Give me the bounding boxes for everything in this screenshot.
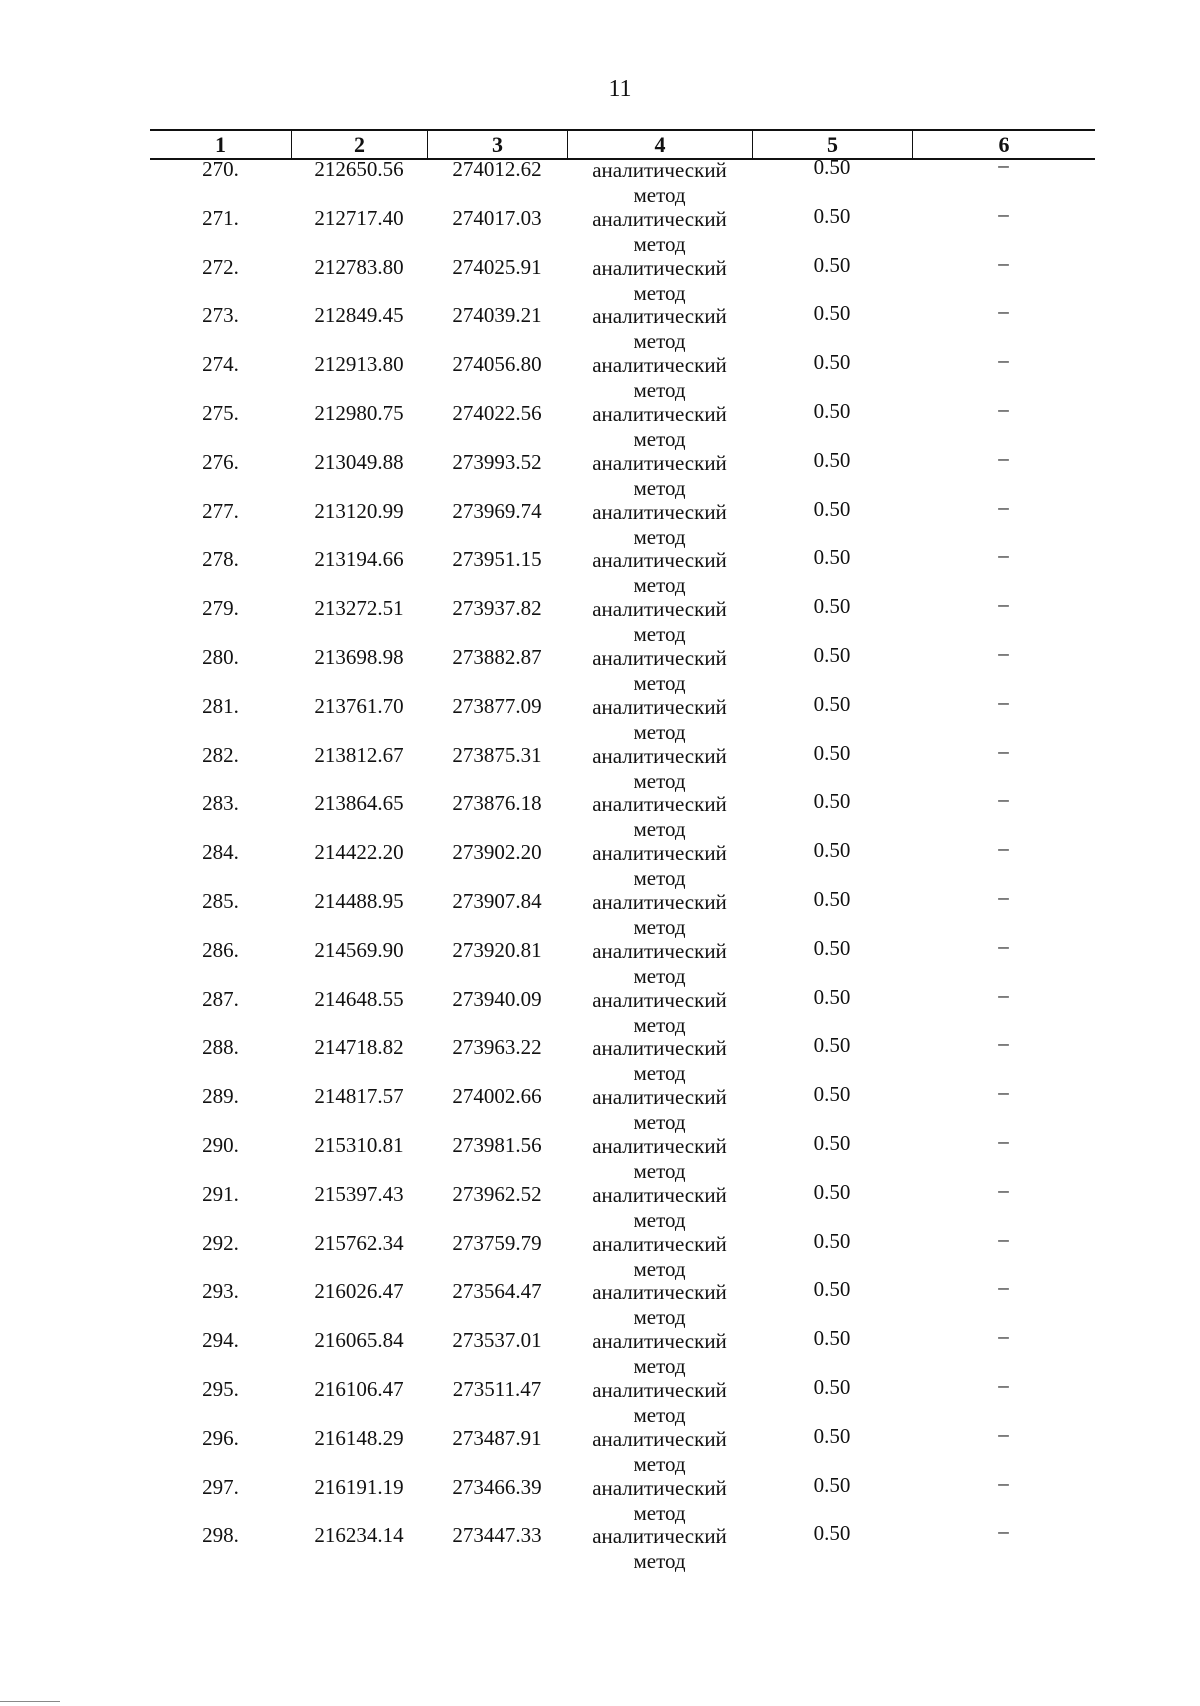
coordinate-x: 215310.81 xyxy=(314,1132,404,1157)
coordinate-y: 273940.09 xyxy=(452,986,542,1011)
accuracy-value: 0.50 xyxy=(813,1277,851,1302)
note-dash: – xyxy=(998,738,1009,763)
coordinate-x: 214569.90 xyxy=(314,937,404,962)
row-number: 281. xyxy=(202,693,239,718)
method-word-1: аналитический xyxy=(592,645,727,670)
note-dash: – xyxy=(998,1177,1009,1202)
method-cell xyxy=(567,1134,752,1184)
accuracy-value: 0.50 xyxy=(813,935,851,960)
row-number: 285. xyxy=(202,888,239,913)
table-body xyxy=(150,153,1095,1574)
method-word-1: аналитический xyxy=(592,1377,727,1402)
coordinate-x: 214488.95 xyxy=(314,888,404,913)
note-dash: – xyxy=(998,1372,1009,1397)
column-header-1: 1 xyxy=(215,132,226,157)
column-header-6: 6 xyxy=(912,131,1095,158)
method-word-1: аналитический xyxy=(592,743,727,768)
method-word-1: аналитический xyxy=(592,1133,727,1158)
table-row xyxy=(150,787,1095,842)
table-row xyxy=(150,982,1095,1037)
coordinate-x: 216026.47 xyxy=(314,1279,404,1304)
row-number: 272. xyxy=(202,254,239,279)
method-word-2: метод xyxy=(633,1256,686,1281)
row-number: 288. xyxy=(202,1035,239,1060)
row-number: 280. xyxy=(202,644,239,669)
row-number: 294. xyxy=(202,1328,239,1353)
accuracy-value: 0.50 xyxy=(813,1033,851,1058)
method-word-2: метод xyxy=(633,1402,686,1427)
coordinate-x: 214422.20 xyxy=(314,840,404,865)
method-cell xyxy=(567,988,752,1038)
coordinate-x: 215397.43 xyxy=(314,1181,404,1206)
note-dash: – xyxy=(998,787,1009,812)
coordinate-y: 273882.87 xyxy=(452,644,542,669)
method-cell xyxy=(567,1476,752,1526)
row-number: 295. xyxy=(202,1376,239,1401)
row-number: 297. xyxy=(202,1474,239,1499)
accuracy-value: 0.50 xyxy=(813,252,851,277)
coordinate-y: 273511.47 xyxy=(452,1376,542,1401)
row-number: 296. xyxy=(202,1425,239,1450)
note-dash: – xyxy=(998,445,1009,470)
table-row xyxy=(150,396,1095,451)
coordinate-y: 273902.20 xyxy=(452,840,542,865)
coordinate-x: 215762.34 xyxy=(314,1230,404,1255)
coordinate-x: 213864.65 xyxy=(314,791,404,816)
note-dash: – xyxy=(998,1128,1009,1153)
note-dash: – xyxy=(998,299,1009,324)
table-row xyxy=(150,1031,1095,1086)
accuracy-value: 0.50 xyxy=(813,1423,851,1448)
accuracy-value: 0.50 xyxy=(813,496,851,521)
coordinate-y: 273907.84 xyxy=(452,888,542,913)
method-word-2: метод xyxy=(633,426,686,451)
accuracy-value: 0.50 xyxy=(813,1521,851,1546)
table-row xyxy=(150,592,1095,647)
note-dash: – xyxy=(998,1421,1009,1446)
coordinate-x: 214718.82 xyxy=(314,1035,404,1060)
note-dash: – xyxy=(998,396,1009,421)
coordinate-x: 216148.29 xyxy=(314,1425,404,1450)
row-number: 275. xyxy=(202,400,239,425)
coordinate-x: 213698.98 xyxy=(314,644,404,669)
table-row xyxy=(150,836,1095,891)
method-word-1: аналитический xyxy=(592,841,727,866)
method-word-2: метод xyxy=(633,1012,686,1037)
accuracy-value: 0.50 xyxy=(813,642,851,667)
method-word-1: аналитический xyxy=(592,1280,727,1305)
table-row xyxy=(150,689,1095,744)
method-cell xyxy=(567,597,752,647)
note-dash: – xyxy=(998,689,1009,714)
row-number: 279. xyxy=(202,596,239,621)
method-word-1: аналитический xyxy=(592,889,727,914)
method-cell xyxy=(567,451,752,501)
coordinate-x: 212980.75 xyxy=(314,400,404,425)
table-row xyxy=(150,1177,1095,1232)
accuracy-value: 0.50 xyxy=(813,545,851,570)
row-number: 298. xyxy=(202,1523,239,1548)
coordinate-y: 274017.03 xyxy=(452,205,542,230)
method-word-2: метод xyxy=(633,1305,686,1330)
coordinate-y: 273875.31 xyxy=(452,742,542,767)
table-row xyxy=(150,543,1095,598)
method-word-2: метод xyxy=(633,670,686,695)
method-word-2: метод xyxy=(633,914,686,939)
method-cell xyxy=(567,792,752,842)
row-number: 274. xyxy=(202,352,239,377)
row-number: 287. xyxy=(202,986,239,1011)
row-number: 286. xyxy=(202,937,239,962)
method-word-2: метод xyxy=(633,1207,686,1232)
coordinate-y: 273466.39 xyxy=(452,1474,542,1499)
table-row xyxy=(150,494,1095,549)
method-word-2: метод xyxy=(633,622,686,647)
coordinate-y: 274022.56 xyxy=(452,400,542,425)
coordinate-y: 273969.74 xyxy=(452,498,542,523)
table-row xyxy=(150,445,1095,500)
accuracy-value: 0.50 xyxy=(813,1472,851,1497)
method-word-1: аналитический xyxy=(592,499,727,524)
method-word-1: аналитический xyxy=(592,450,727,475)
coordinate-x: 212717.40 xyxy=(314,205,404,230)
method-cell xyxy=(567,1378,752,1428)
method-word-1: аналитический xyxy=(592,548,727,573)
method-cell xyxy=(567,207,752,257)
method-word-1: аналитический xyxy=(592,353,727,378)
table-row xyxy=(150,299,1095,354)
method-word-2: метод xyxy=(633,1354,686,1379)
page-number: 11 xyxy=(608,76,632,102)
table-row xyxy=(150,348,1095,403)
method-word-1: аналитический xyxy=(592,1231,727,1256)
accuracy-value: 0.50 xyxy=(813,691,851,716)
method-word-2: метод xyxy=(633,1061,686,1086)
table-row xyxy=(150,250,1095,305)
row-number: 270. xyxy=(202,157,239,181)
coordinate-y: 273537.01 xyxy=(452,1328,542,1353)
method-word-2: метод xyxy=(633,1451,686,1476)
row-number: 283. xyxy=(202,791,239,816)
method-word-2: метод xyxy=(633,280,686,305)
method-word-1: аналитический xyxy=(592,1085,727,1110)
table-row xyxy=(150,884,1095,939)
accuracy-value: 0.50 xyxy=(813,838,851,863)
note-dash: – xyxy=(998,836,1009,861)
coordinate-x: 213812.67 xyxy=(314,742,404,767)
note-dash: – xyxy=(998,933,1009,958)
method-word-1: аналитический xyxy=(592,694,727,719)
method-cell xyxy=(567,1036,752,1086)
note-dash: – xyxy=(998,1519,1009,1544)
coordinate-x: 214817.57 xyxy=(314,1084,404,1109)
method-cell xyxy=(567,1329,752,1379)
note-dash: – xyxy=(998,640,1009,665)
method-word-2: метод xyxy=(633,719,686,744)
method-cell xyxy=(567,1524,752,1574)
coordinate-y: 273963.22 xyxy=(452,1035,542,1060)
note-dash: – xyxy=(998,1031,1009,1056)
method-word-1: аналитический xyxy=(592,255,727,280)
method-cell xyxy=(567,256,752,306)
note-dash: – xyxy=(998,1275,1009,1300)
method-word-2: метод xyxy=(633,866,686,891)
coordinate-y: 274025.91 xyxy=(452,254,542,279)
row-number: 282. xyxy=(202,742,239,767)
accuracy-value: 0.50 xyxy=(813,301,851,326)
row-number: 284. xyxy=(202,840,239,865)
accuracy-value: 0.50 xyxy=(813,447,851,472)
column-header-4: 4 xyxy=(567,131,752,158)
method-cell xyxy=(567,1427,752,1477)
method-cell xyxy=(567,1183,752,1233)
accuracy-value: 0.50 xyxy=(813,1130,851,1155)
method-cell xyxy=(567,548,752,598)
coordinate-x: 213049.88 xyxy=(314,449,404,474)
coordinate-x: 216065.84 xyxy=(314,1328,404,1353)
method-word-1: аналитический xyxy=(592,1426,727,1451)
accuracy-value: 0.50 xyxy=(813,789,851,814)
accuracy-value: 0.50 xyxy=(813,155,851,179)
table-row xyxy=(150,1519,1095,1574)
coordinate-x: 214648.55 xyxy=(314,986,404,1011)
coordinate-x: 212849.45 xyxy=(314,303,404,328)
method-word-2: метод xyxy=(633,817,686,842)
accuracy-value: 0.50 xyxy=(813,594,851,619)
coordinate-x: 212783.80 xyxy=(314,254,404,279)
coordinate-y: 274056.80 xyxy=(452,352,542,377)
method-cell xyxy=(567,744,752,794)
table-row xyxy=(150,1080,1095,1135)
coordinate-y: 273759.79 xyxy=(452,1230,542,1255)
method-word-1: аналитический xyxy=(592,1182,727,1207)
method-word-2: метод xyxy=(633,329,686,354)
accuracy-value: 0.50 xyxy=(813,1228,851,1253)
method-word-2: метод xyxy=(633,1158,686,1183)
method-word-2: метод xyxy=(633,1549,686,1574)
coordinate-y: 273981.56 xyxy=(452,1132,542,1157)
method-cell xyxy=(567,890,752,940)
coordinate-y: 273937.82 xyxy=(452,596,542,621)
column-header-3: 3 xyxy=(427,131,567,158)
note-dash: – xyxy=(998,1080,1009,1105)
coordinate-y: 273962.52 xyxy=(452,1181,542,1206)
accuracy-value: 0.50 xyxy=(813,886,851,911)
table-row xyxy=(150,738,1095,793)
coordinate-y: 274039.21 xyxy=(452,303,542,328)
accuracy-value: 0.50 xyxy=(813,1082,851,1107)
row-number: 273. xyxy=(202,303,239,328)
table-row xyxy=(150,933,1095,988)
method-word-1: аналитический xyxy=(592,597,727,622)
method-cell xyxy=(567,939,752,989)
note-dash: – xyxy=(998,1226,1009,1251)
coordinate-x: 216234.14 xyxy=(314,1523,404,1548)
coordinate-x: 213272.51 xyxy=(314,596,404,621)
method-word-2: метод xyxy=(633,231,686,256)
method-word-2: метод xyxy=(633,475,686,500)
note-dash: – xyxy=(998,250,1009,275)
note-dash: – xyxy=(998,153,1009,177)
coordinate-y: 273993.52 xyxy=(452,449,542,474)
coordinate-x: 213120.99 xyxy=(314,498,404,523)
table-row xyxy=(150,1372,1095,1427)
table-row xyxy=(150,640,1095,695)
row-number: 277. xyxy=(202,498,239,523)
table-row xyxy=(150,1421,1095,1476)
method-cell xyxy=(567,158,752,208)
method-word-2: метод xyxy=(633,573,686,598)
method-cell xyxy=(567,841,752,891)
coordinate-y: 273876.18 xyxy=(452,791,542,816)
column-header-5: 5 xyxy=(752,131,912,158)
method-word-1: аналитический xyxy=(592,792,727,817)
note-dash: – xyxy=(998,1470,1009,1495)
accuracy-value: 0.50 xyxy=(813,203,851,228)
note-dash: – xyxy=(998,884,1009,909)
row-number: 290. xyxy=(202,1132,239,1157)
row-number: 292. xyxy=(202,1230,239,1255)
accuracy-value: 0.50 xyxy=(813,984,851,1009)
method-cell xyxy=(567,1232,752,1282)
coordinate-x: 216106.47 xyxy=(314,1376,404,1401)
accuracy-value: 0.50 xyxy=(813,1179,851,1204)
coordinate-x: 216191.19 xyxy=(314,1474,404,1499)
note-dash: – xyxy=(998,982,1009,1007)
column-header-2: 2 xyxy=(291,131,427,158)
note-dash: – xyxy=(998,494,1009,519)
note-dash: – xyxy=(998,201,1009,226)
accuracy-value: 0.50 xyxy=(813,1374,851,1399)
row-number: 276. xyxy=(202,449,239,474)
method-word-1: аналитический xyxy=(592,304,727,329)
note-dash: – xyxy=(998,592,1009,617)
coordinate-y: 273487.91 xyxy=(452,1425,542,1450)
method-word-1: аналитический xyxy=(592,401,727,426)
method-word-2: метод xyxy=(633,183,686,207)
method-word-1: аналитический xyxy=(592,1475,727,1500)
method-cell xyxy=(567,1280,752,1330)
coordinate-y: 274002.66 xyxy=(452,1084,542,1109)
coordinate-x: 212650.56 xyxy=(314,157,404,181)
method-cell xyxy=(567,695,752,745)
note-dash: – xyxy=(998,543,1009,568)
method-cell xyxy=(567,353,752,403)
accuracy-value: 0.50 xyxy=(813,740,851,765)
method-word-1: аналитический xyxy=(592,1329,727,1354)
row-number: 289. xyxy=(202,1084,239,1109)
coordinate-x: 213761.70 xyxy=(314,693,404,718)
table-row xyxy=(150,1226,1095,1281)
row-number: 291. xyxy=(202,1181,239,1206)
accuracy-value: 0.50 xyxy=(813,1326,851,1351)
table-row xyxy=(150,153,1095,207)
method-cell xyxy=(567,646,752,696)
coordinate-y: 273951.15 xyxy=(452,547,542,572)
method-word-2: метод xyxy=(633,1110,686,1135)
row-number: 271. xyxy=(202,205,239,230)
table-row xyxy=(150,1470,1095,1525)
accuracy-value: 0.50 xyxy=(813,350,851,375)
method-cell xyxy=(567,402,752,452)
page-edge-mark xyxy=(0,1701,60,1706)
method-word-2: метод xyxy=(633,524,686,549)
method-word-2: метод xyxy=(633,378,686,403)
table-row xyxy=(150,1275,1095,1330)
method-word-1: аналитический xyxy=(592,938,727,963)
method-cell xyxy=(567,1085,752,1135)
method-word-1: аналитический xyxy=(592,1036,727,1061)
coordinate-x: 213194.66 xyxy=(314,547,404,572)
method-word-2: метод xyxy=(633,1500,686,1525)
accuracy-value: 0.50 xyxy=(813,398,851,423)
method-word-1: аналитический xyxy=(592,987,727,1012)
method-word-2: метод xyxy=(633,768,686,793)
method-word-1: аналитический xyxy=(592,158,727,182)
coordinate-y: 273920.81 xyxy=(452,937,542,962)
method-cell xyxy=(567,304,752,354)
note-dash: – xyxy=(998,1324,1009,1349)
coordinate-x: 212913.80 xyxy=(314,352,404,377)
row-number: 293. xyxy=(202,1279,239,1304)
table-row xyxy=(150,201,1095,256)
method-word-1: аналитический xyxy=(592,206,727,231)
method-word-2: метод xyxy=(633,963,686,988)
method-word-1: аналитический xyxy=(592,1524,727,1549)
coordinate-y: 273564.47 xyxy=(452,1279,542,1304)
table-row xyxy=(150,1128,1095,1183)
coordinate-y: 274012.62 xyxy=(452,157,542,181)
coordinate-y: 273877.09 xyxy=(452,693,542,718)
row-number: 278. xyxy=(202,547,239,572)
table-row xyxy=(150,1324,1095,1379)
note-dash: – xyxy=(998,348,1009,373)
coordinate-y: 273447.33 xyxy=(452,1523,542,1548)
method-cell xyxy=(567,500,752,550)
